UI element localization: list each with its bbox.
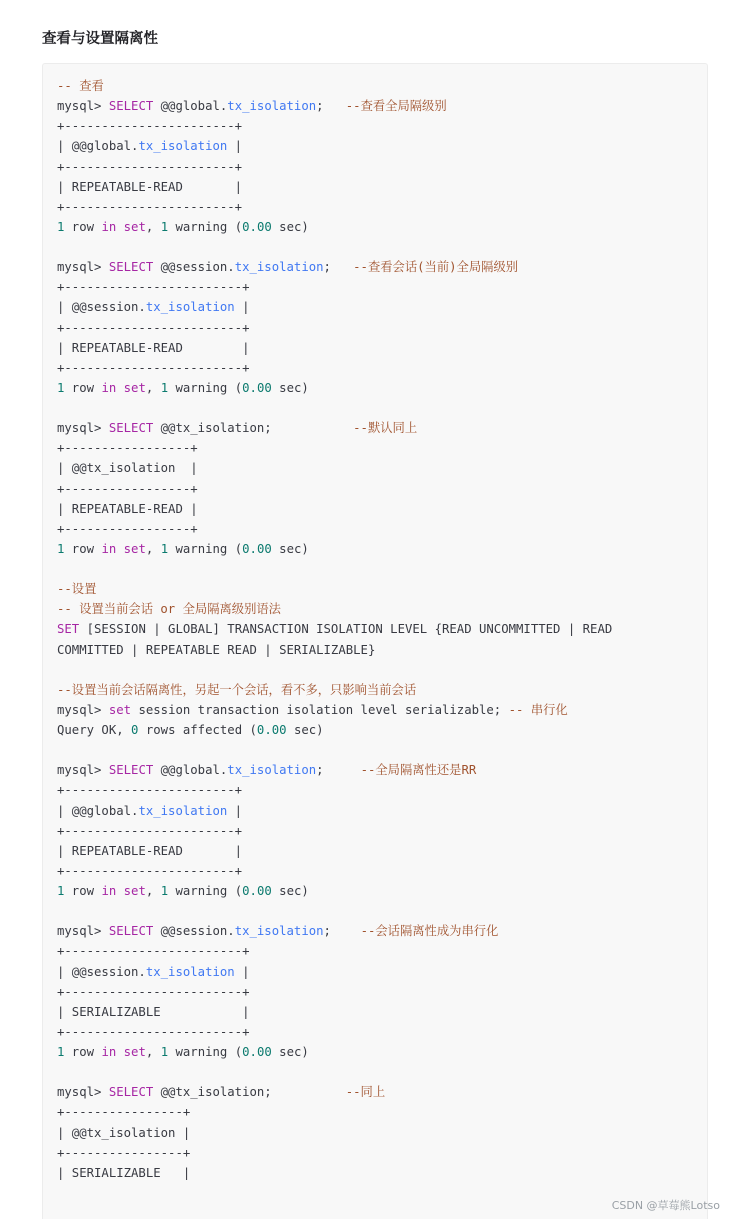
code-token: 1 [160,1045,169,1059]
code-token: , [145,541,161,556]
code-token: +-----------------+ [57,521,198,536]
code-line [57,76,612,96]
code-line [57,579,612,599]
code-token: set [123,884,146,898]
code-token: warning ( [168,884,243,898]
watermark: CSDN @草莓熊Lotso [611,1199,720,1212]
code-line [57,861,612,881]
code-token: --设置 [57,582,97,597]
code-token: sec) [271,380,309,395]
code-token: COMMITTED | REPEATABLE READ | SERIALIZABLE} [57,642,376,657]
code-token: +-----------------+ [57,481,198,496]
code-token: mysql> [57,99,109,114]
code-token: +-----------------------+ [57,823,243,838]
code-token: -- 查看 [57,79,104,93]
code-token: , [145,380,161,395]
code-token: SELECT [108,763,154,778]
code-token: set [123,541,146,556]
code-token: sec) [271,541,309,556]
code-line [57,1163,612,1183]
code-line [57,962,612,982]
code-line [57,619,612,639]
code-token: | [234,964,250,979]
code-token [116,884,123,898]
code-token [116,381,123,395]
code-token [116,220,123,234]
code-token: | REPEATABLE-READ | [57,179,243,194]
code-line [57,418,612,438]
code-token: tx_isolation [234,924,324,939]
code-token: +-----------------------+ [57,199,243,214]
code-token: | @@tx_isolation | [57,1125,191,1140]
code-token: --查看会话(当前)全局隔级别 [353,260,519,275]
code-line [57,297,612,317]
code-token: mysql> [57,763,109,778]
code-token: -- 串行化 [508,702,568,717]
code-token: 1 [57,1045,65,1059]
code-token: 0.00 [242,541,272,556]
code-line [57,398,612,418]
code-token: | @@global. [57,139,139,154]
code-token: | @@tx_isolation | [57,461,198,476]
code-token: SELECT [108,99,154,114]
code-line [57,660,612,680]
code-token: mysql> [57,702,109,717]
code-token: tx_isolation [234,260,324,275]
code-token: @@session. [153,924,235,939]
code-line [57,740,612,760]
code-token: in [101,219,117,234]
code-token [116,542,123,556]
code-token: in [101,541,117,556]
code-line [57,680,612,700]
code-token [116,1045,123,1059]
code-token: SET [57,622,80,637]
code-token: +----------------+ [57,1145,191,1160]
code-token: +------------------------+ [57,944,250,959]
code-token: --全局隔离性还是RR [360,763,477,778]
code-token: session transaction isolation level serializable; [131,702,509,717]
code-token: rows affected ( [138,723,257,737]
code-line [57,760,612,780]
code-token: --设置当前会话隔离性，另起一个会话，看不多，只影响当前会话 [57,682,417,697]
code-token: ; [323,924,361,939]
code-line [57,640,612,660]
code-token: | [234,300,250,315]
code-line [57,358,612,378]
code-token: in [101,884,117,898]
code-token: warning ( [168,1045,243,1059]
code-token: 1 [160,380,169,395]
code-token: mysql> [57,260,109,275]
code-token: row [64,1045,102,1059]
code-token: | [227,139,243,154]
code-token: @@session. [153,260,235,275]
code-token: row [64,380,102,395]
code-token: sec) [271,219,309,234]
code-token: 0.00 [242,1045,272,1059]
code-token: +-----------------+ [57,441,198,456]
code-token: SELECT [108,260,154,275]
code-token: mysql> [57,924,109,939]
code-line [57,96,612,116]
code-token: | SERIALIZABLE | [57,1165,191,1180]
code-token: tx_isolation [145,300,235,315]
code-line [57,1002,612,1022]
code-token: ; [316,99,346,114]
code-token: , [145,884,161,898]
code-token: row [64,219,102,234]
code-token: set [123,1045,146,1059]
code-token: | @@session. [57,964,146,979]
code-line [57,177,612,197]
code-line [57,921,612,941]
code-token: row [64,541,102,556]
code-token: --同上 [345,1085,386,1100]
code-line [57,1123,612,1143]
code-token: tx_isolation [138,803,228,818]
code-token: +-----------------------+ [57,159,243,174]
code-line [57,1102,612,1122]
code-token: ; [323,260,354,275]
code-line [57,599,612,619]
code-line [57,841,612,861]
code-line [57,821,612,841]
code-line [57,458,612,478]
code-line [57,801,612,821]
code-token: ; [316,763,361,778]
code-token: 0.00 [242,884,272,898]
code-token: warning ( [168,380,243,395]
code-token: , [145,219,161,234]
code-line [57,1062,612,1082]
code-line [57,901,612,921]
code-token: +------------------------+ [57,1024,250,1039]
code-line [57,136,612,156]
code-token: sec) [271,1045,309,1059]
code-token: set [123,219,146,234]
code-line [57,438,612,458]
code-line [57,700,612,720]
code-line [57,1143,612,1163]
code-token: set [123,380,146,395]
code-token: sec) [271,884,309,898]
code-block [42,63,708,1219]
section-heading: 查看与设置隔离性 [42,31,158,47]
code-line [57,1042,612,1062]
code-token: 1 [57,219,65,234]
code-line [57,982,612,1002]
code-token: | REPEATABLE-READ | [57,501,198,516]
code-token: +------------------------+ [57,984,250,999]
code-token: SELECT [108,1085,154,1100]
code-line [57,116,612,136]
code-token: +-----------------------+ [57,783,243,798]
code-token: tx_isolation [145,964,235,979]
code-token: set [108,702,132,717]
code-token: | REPEATABLE-READ | [57,340,250,355]
code-token: tx_isolation [227,99,317,114]
code-token: @@tx_isolation; [153,1085,346,1100]
code-token: warning ( [168,541,243,556]
code-token: in [101,380,117,395]
code-token: mysql> [57,421,109,436]
code-line [57,217,612,237]
code-line [57,720,612,740]
code-line [57,479,612,499]
code-token: @@tx_isolation; [153,421,354,436]
code-token: @@global. [153,99,228,114]
code-token: @@global. [153,763,228,778]
code-line [57,881,612,901]
code-token: +----------------+ [57,1105,191,1120]
code-token: SELECT [108,924,154,939]
code-line [57,237,612,257]
code-token: | REPEATABLE-READ | [57,843,243,858]
code-token: +-----------------------+ [57,863,243,878]
code-token: 1 [57,884,65,898]
code-line [57,378,612,398]
code-line [57,318,612,338]
code-token: --默认同上 [353,421,418,436]
code-line [57,941,612,961]
code-token: +------------------------+ [57,360,250,375]
code-line [57,277,612,297]
code-token: mysql> [57,1085,109,1100]
code-token: row [64,884,102,898]
code-token: warning ( [168,219,243,234]
code-token: +------------------------+ [57,320,250,335]
code-token: --会话隔离性成为串行化 [360,924,499,939]
code-token: -- 设置当前会话 or 全局隔离级别语法 [57,602,281,617]
code-token: , [145,1045,161,1059]
code-token: | @@global. [57,803,139,818]
code-token: in [101,1045,117,1059]
code-token: SELECT [108,421,154,436]
code-line [57,539,612,559]
code-line [57,338,612,358]
code-line [57,197,612,217]
code-token: Query OK, [57,723,132,737]
code-token: 1 [160,884,169,898]
code-token: 0.00 [242,380,272,395]
code-token: 0.00 [242,219,272,234]
code-line [57,780,612,800]
code-line [57,559,612,579]
code-token: +------------------------+ [57,280,250,295]
code-line [57,257,612,277]
code-token: [SESSION | GLOBAL] TRANSACTION ISOLATION LEVEL {READ UNCOMMITTED | READ [79,622,613,637]
code-line [57,157,612,177]
code-content [57,76,612,1183]
code-token: --查看全局隔级别 [345,99,447,114]
code-token: | [227,803,243,818]
code-token: 1 [160,541,169,556]
code-token: sec) [286,723,324,737]
code-line [57,1082,612,1102]
code-token: | @@session. [57,300,146,315]
code-token: tx_isolation [138,139,228,154]
code-line [57,499,612,519]
code-line [57,519,612,539]
code-token: | SERIALIZABLE | [57,1004,250,1019]
code-token: 1 [160,219,169,234]
code-token: 0.00 [256,723,287,737]
code-token: 1 [57,541,65,556]
code-token: +-----------------------+ [57,119,243,134]
code-token: 0 [131,723,139,737]
code-token: tx_isolation [227,763,317,778]
code-token: 1 [57,380,65,395]
code-line [57,1022,612,1042]
